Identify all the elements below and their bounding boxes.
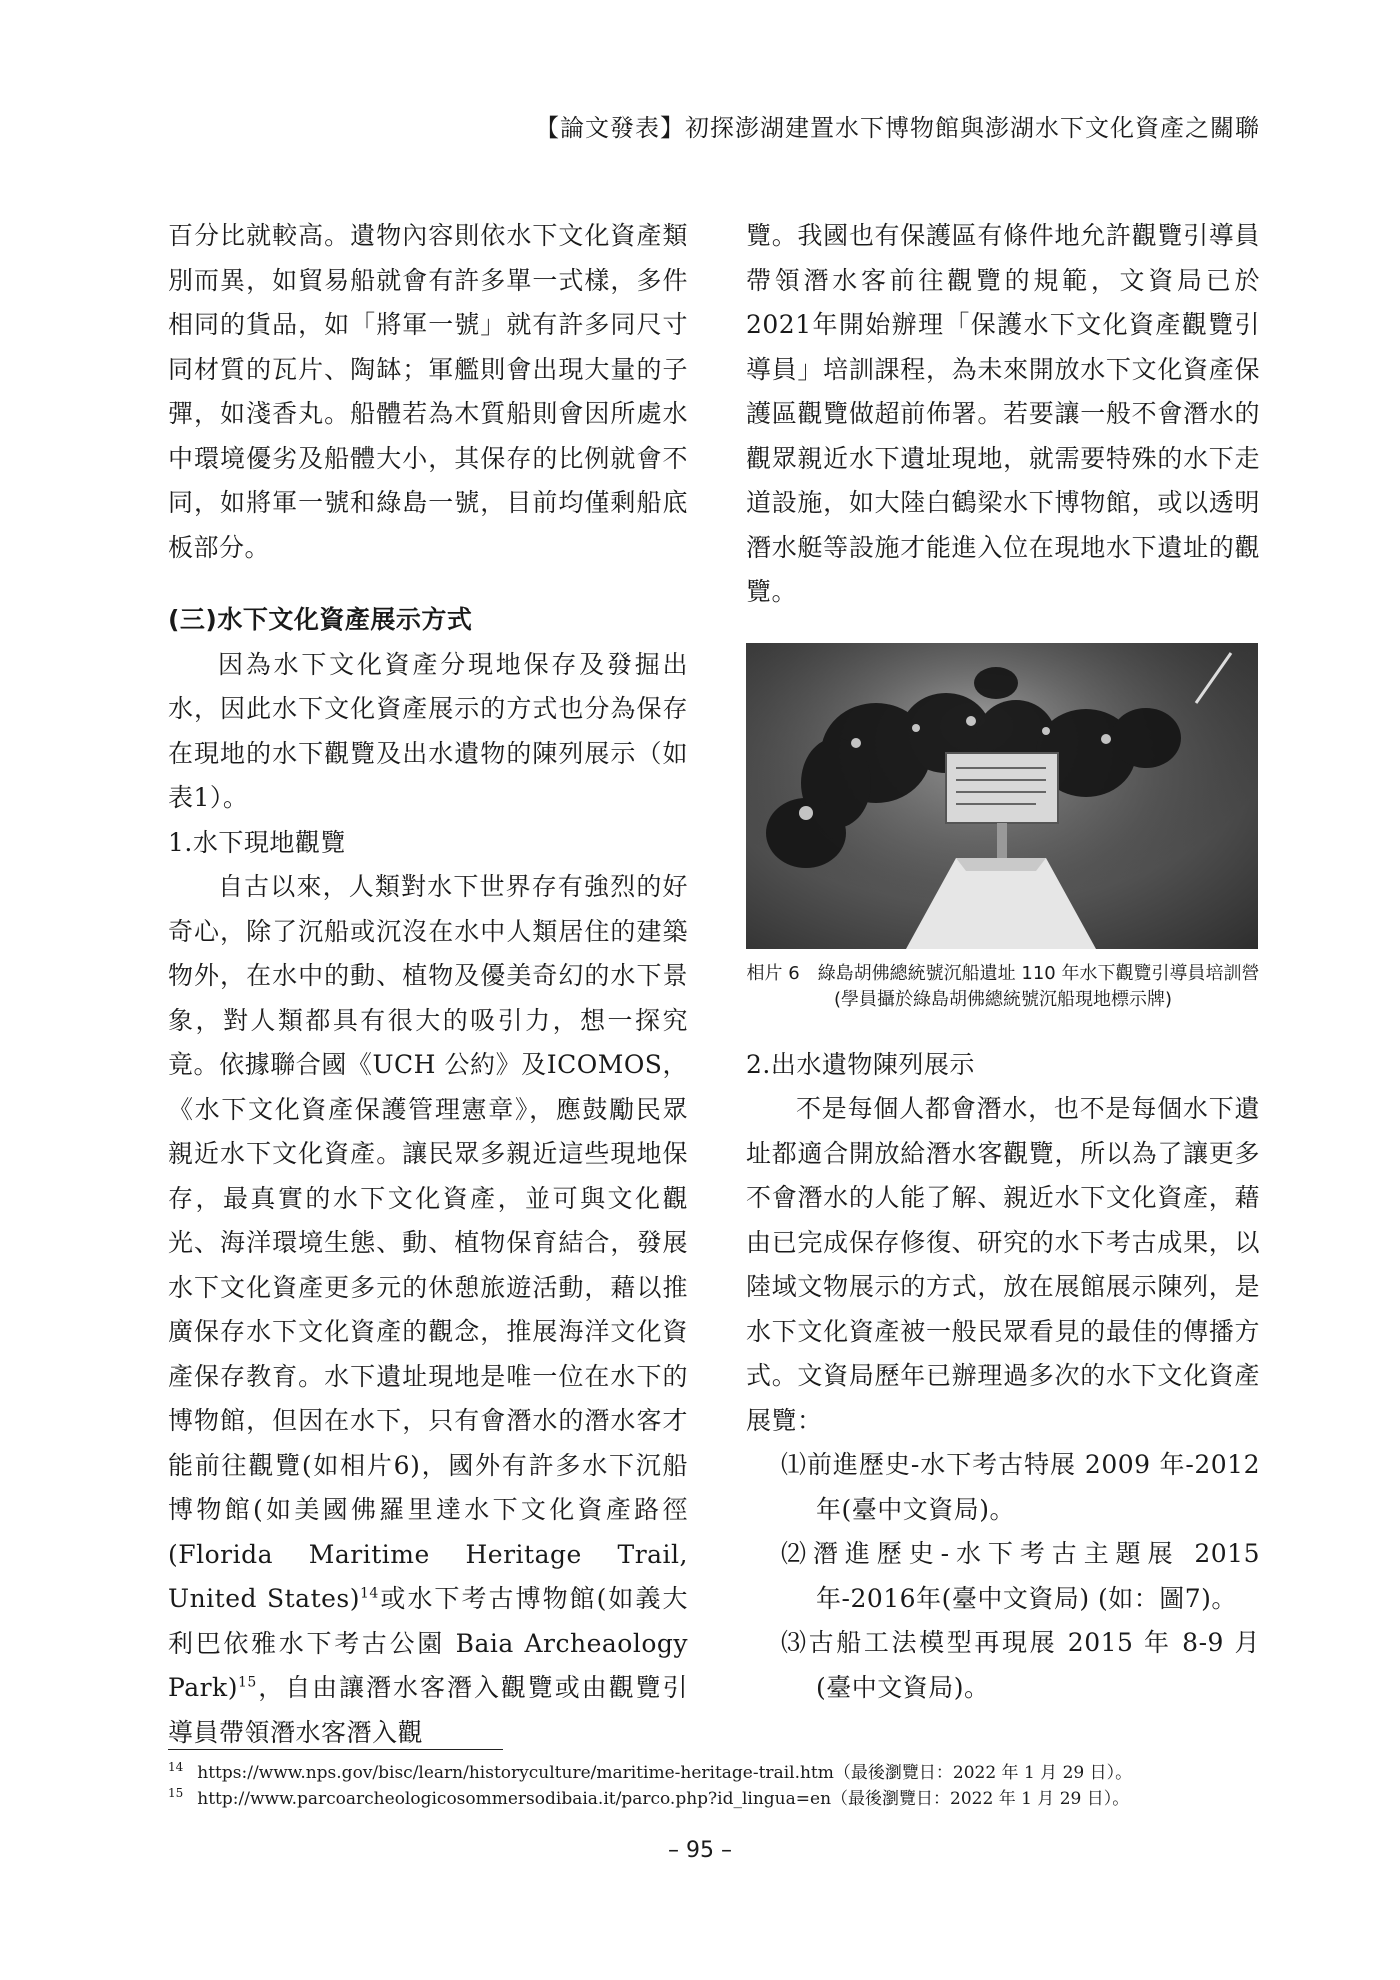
footnote-divider <box>168 1749 503 1750</box>
footnote-number: 15 <box>168 1786 184 1801</box>
paragraph: 因為水下文化資產分現地保存及發掘出水，因此水下文化資產展示的方式也分為保存在現地的水下觀覽及出水遺物的陳列展示（如表1）。 <box>168 649 688 812</box>
list-item: ⑶古船工法模型再現展 2015 年 8-9 月(臺中文資局)。 <box>781 1628 1260 1702</box>
section-title: (三)水下文化資產展示方式 <box>168 605 473 634</box>
footnote <box>168 1786 1132 1812</box>
list-item: ⑵潛進歷史-水下考古主題展 2015 年-2016年(臺中文資局) (如：圖7)。 <box>781 1539 1260 1613</box>
right-column <box>746 214 1260 1710</box>
list-item: ⑴前進歷史-水下考古特展 2009 年-2012年(臺中文資局)。 <box>781 1450 1260 1524</box>
paragraph <box>168 865 688 1755</box>
photo-illustration <box>746 643 1258 949</box>
footnote-link[interactable]: http://www.parcoarcheologicosommersodibaia.it/parco.php?id_lingua=en（最後瀏覽日：2022 年 1 月 29 日）。 <box>197 1789 1130 1809</box>
paragraph: 百分比就較高。遺物內容則依水下文化資產類別而異，如貿易船就會有許多單一式樣，多件相同的貨品，如「將軍一號」就有許多同尺寸同材質的瓦片、陶缽；軍艦則會出現大量的子彈，如淺香丸。船體若為木質船則會因所處水中環境優劣及船體大小，其保存的比例就會不同，如將軍一號和綠島一號，目前均僅剩船底板部分。 <box>168 221 688 562</box>
running-header: 【論文發表】初探澎湖建置水下博物館與澎湖水下文化資產之關聯 <box>535 114 1260 142</box>
photo-caption: 相片 6 綠島胡佛總統號沉船遺址 110 年水下觀覽引導員培訓營(學員攝於綠島胡佛總統號沉船現地標示牌) <box>746 962 1260 1010</box>
subheading: 1.水下現地觀覽 <box>168 827 346 857</box>
paragraph: 不是每個人都會潛水，也不是每個水下遺址都適合開放給潛水客觀覽，所以為了讓更多不會潛水的人能了解、親近水下文化資產，藉由已完成保存修復、研究的水下考古成果，以陸域文物展示的方式，放在展館展示陳列，是水下文化資產被一般民眾看見的最佳的傳播方式。文資局歷年已辦理過多次的水下文化資產展覽： <box>746 1094 1260 1435</box>
left-column <box>168 214 688 1755</box>
underwater-photo <box>746 643 1258 949</box>
paragraph-text: 自古以來，人類對水下世界存有強烈的好奇心，除了沉船或沉沒在水中人類居住的建築物外，在水中的動、植物及優美奇幻的水下景象，對人類都具有很大的吸引力，想一探究竟。依據聯合國《UCH 公約》及ICOMOS，《水下文化資產保護管理憲章》，應鼓勵民眾親近水下文化資產。讓民眾多親近這些現地保存，最真實的水下文化資產，並可與文化觀光、海洋環境生態、動、植物保育結合，發展水下文化資產更多元的休憩旅遊活動，藉以推廣保存水下文化資產的觀念，推展海洋文化資產保存教育。水下遺址現地是唯一位在水下的博物館，但因在水下，只有會潛水的潛水客才能前往觀覽(如相片6)，國外有許多水下沉船博物館(如美國佛羅里達水下文化資產路徑(Florida Maritime Heritage Trail, United States) <box>168 872 688 1613</box>
paragraph: 覽。我國也有保護區有條件地允許觀覽引導員帶領潛水客前往觀覽的規範，文資局已於2021年開始辦理「保護水下文化資產觀覽引導員」培訓課程，為未來開放水下文化資產保護區觀覽做超前佈署。若要讓一般不會潛水的觀眾親近水下遺址現地，就需要特殊的水下走道設施，如大陸白鶴梁水下博物館，或以透明潛水艇等設施才能進入位在現地水下遺址的觀覽。 <box>746 221 1260 606</box>
footnote <box>168 1760 1132 1786</box>
subheading: 2.出水遺物陳列展示 <box>746 1049 975 1079</box>
paragraph-text: 或水下考古博物館(如義大利巴依雅水下考古公園 Baia Archeaology Park) <box>168 1584 688 1702</box>
footnotes <box>168 1760 1132 1812</box>
footnote-link[interactable]: https://www.nps.gov/bisc/learn/historyculture/maritime-heritage-trail.htm（最後瀏覽日：2022 年 1 月 29 日）。 <box>197 1763 1133 1783</box>
paragraph-text: ，自由讓潛水客潛入觀覽或由觀覽引導員帶領潛水客潛入觀 <box>168 1673 688 1747</box>
footnote-ref[interactable]: 15 <box>237 1674 257 1691</box>
page-number: – 95 – <box>668 1838 732 1863</box>
footnote-number: 14 <box>168 1760 184 1775</box>
footnote-ref[interactable]: 14 <box>360 1585 379 1602</box>
